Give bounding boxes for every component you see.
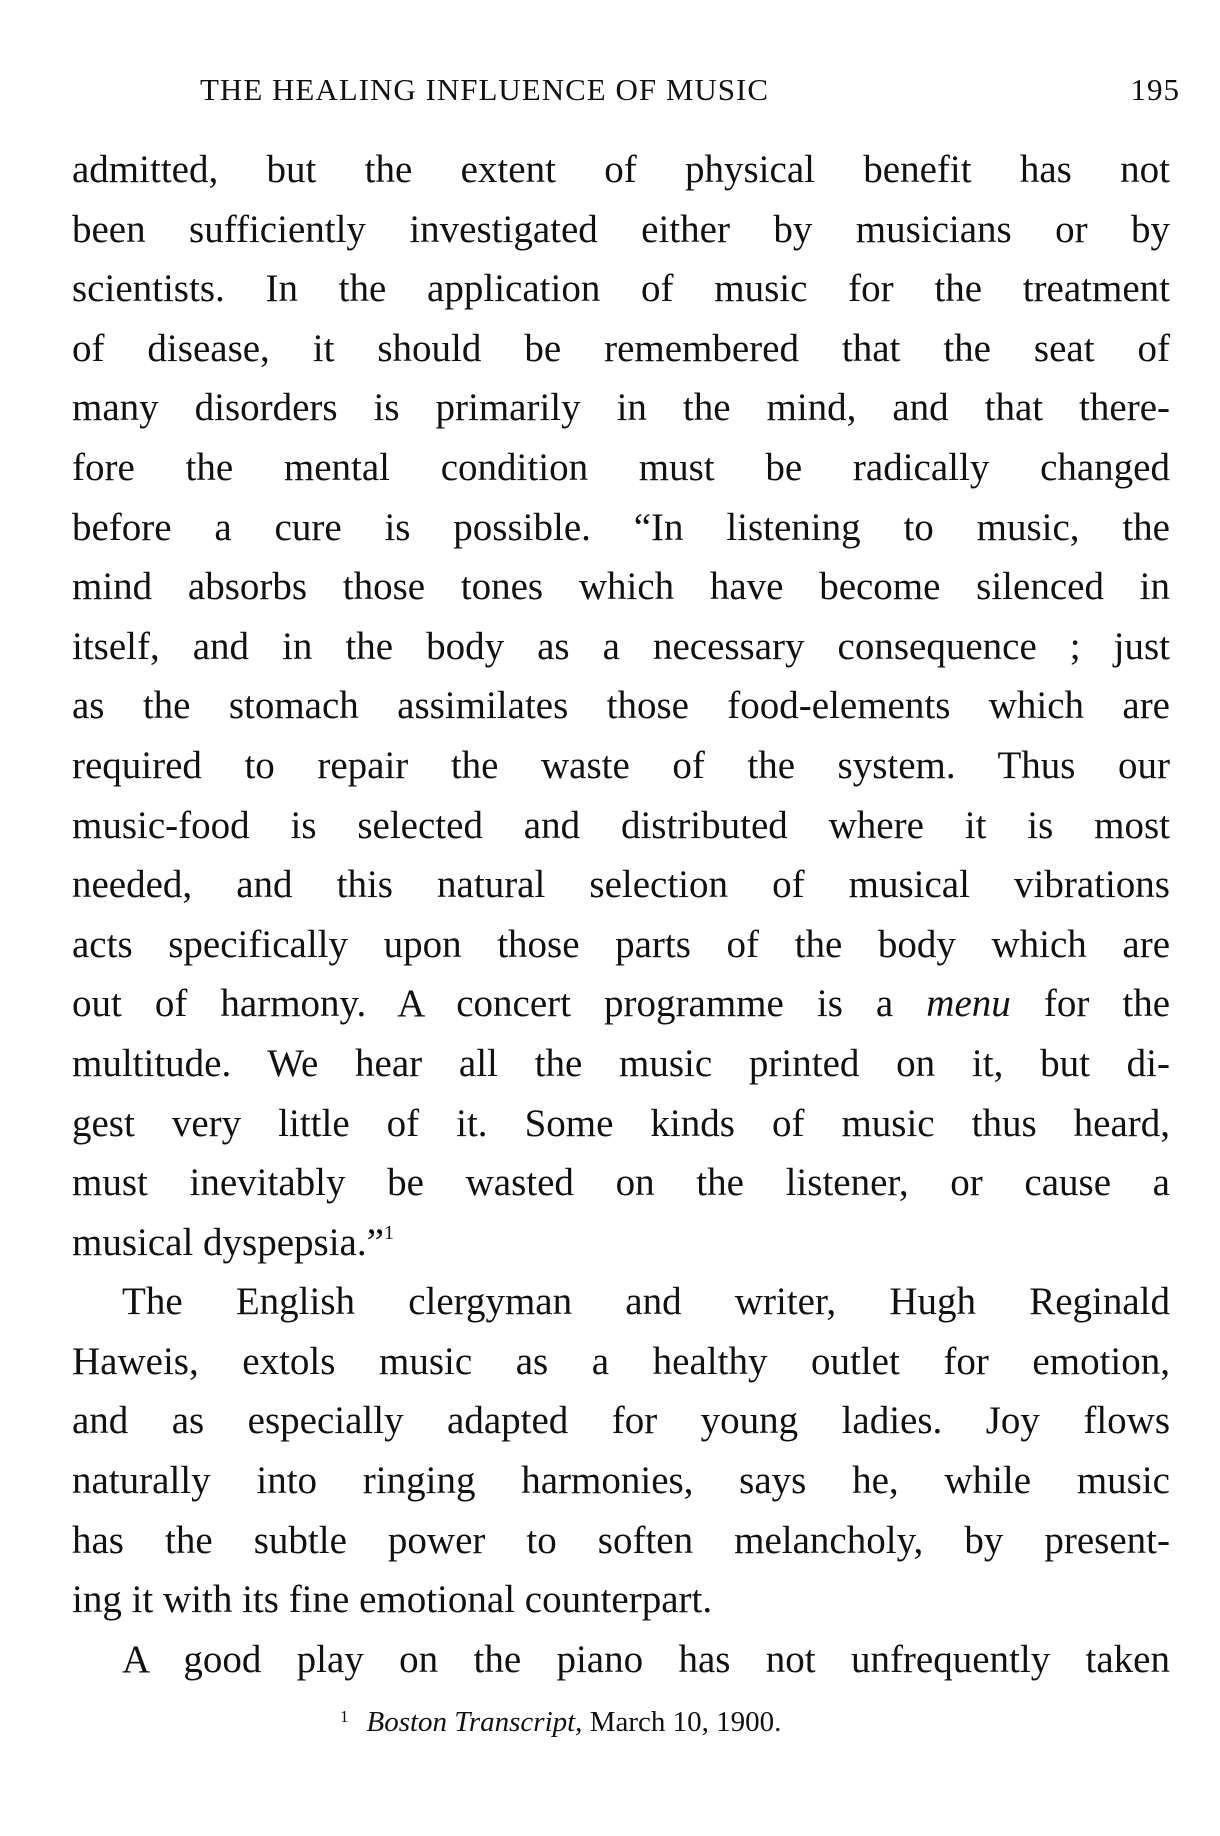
text-line-9: itself, and in the body as a necessary consequence ; just: [72, 624, 1170, 668]
text-line-12: music-food is selected and distributed where it is most: [72, 803, 1170, 847]
text-line-8: mind absorbs those tones which have become silenced in: [72, 565, 1170, 609]
text-line-16: multitude. We hear all the music printed on it, but di-: [72, 1041, 1170, 1085]
footnote-source: Boston Transcript,: [366, 1706, 583, 1738]
text-line-6: fore the mental condition must be radically changed: [72, 445, 1170, 489]
text-line-15-start: out of harmony. A concert programme is a: [72, 982, 927, 1026]
text-line-15-end: for the: [1010, 982, 1170, 1026]
text-line-1: admitted, but the extent of physical benefit has not: [72, 148, 1170, 191]
text-line-11: required to repair the waste of the system. Thus our: [72, 743, 1170, 787]
paragraph-2-line-2: Haweis, extols music as a healthy outlet for emotion,: [72, 1339, 1170, 1383]
text-line-19-text: musical dyspepsia.”: [72, 1220, 384, 1264]
text-line-7: before a cure is possible. “In listening to music, the: [72, 505, 1170, 549]
paragraph-2-line-1: The English clergyman and writer, Hugh Reginald: [122, 1280, 1170, 1324]
italic-word-menu: menu: [926, 982, 1011, 1026]
running-head-title: THE HEALING INFLUENCE OF MUSIC: [200, 72, 770, 107]
page-number: 195: [1130, 72, 1180, 107]
text-line-19: [72, 1213, 1170, 1273]
paragraph-2-line-3: and as especially adapted for young ladies. Joy flows: [72, 1399, 1170, 1443]
paragraph-3-line-1: A good play on the piano has not unfrequently taken: [122, 1637, 1170, 1681]
text-line-18: must inevitably be wasted on the listener, or cause a: [72, 1161, 1170, 1205]
footnote-mark: 1: [340, 1707, 349, 1726]
text-line-17: gest very little of it. Some kinds of music thus heard,: [72, 1101, 1170, 1145]
paragraph-2-line-5: has the subtle power to soften melancholy, by present-: [72, 1518, 1170, 1562]
text-line-4: of disease, it should be remembered that the seat of: [72, 326, 1170, 370]
text-line-14: acts specifically upon those parts of the body which are: [72, 922, 1170, 966]
text-line-3: scientists. In the application of music for the treatment: [72, 267, 1170, 311]
paragraph-2-line-4: naturally into ringing harmonies, says he, while music: [72, 1459, 1170, 1503]
text-line-13: needed, and this natural selection of musical vibrations: [72, 863, 1170, 907]
text-line-15: [72, 974, 1170, 1034]
text-line-2: been sufficiently investigated either by musicians or by: [72, 207, 1170, 251]
footnote-date: March 10, 1900.: [582, 1706, 782, 1738]
running-head: [200, 72, 1180, 112]
text-line-5: many disorders is primarily in the mind, and that there-: [72, 386, 1170, 430]
paragraph-2-line-6: ing it with its fine emotional counterpart.: [72, 1578, 713, 1622]
footnote-reference: 1: [383, 1221, 394, 1244]
footnote: [340, 1706, 1170, 1739]
text-line-10: as the stomach assimilates those food-elements which are: [72, 684, 1170, 728]
body-text: [72, 140, 1170, 1689]
